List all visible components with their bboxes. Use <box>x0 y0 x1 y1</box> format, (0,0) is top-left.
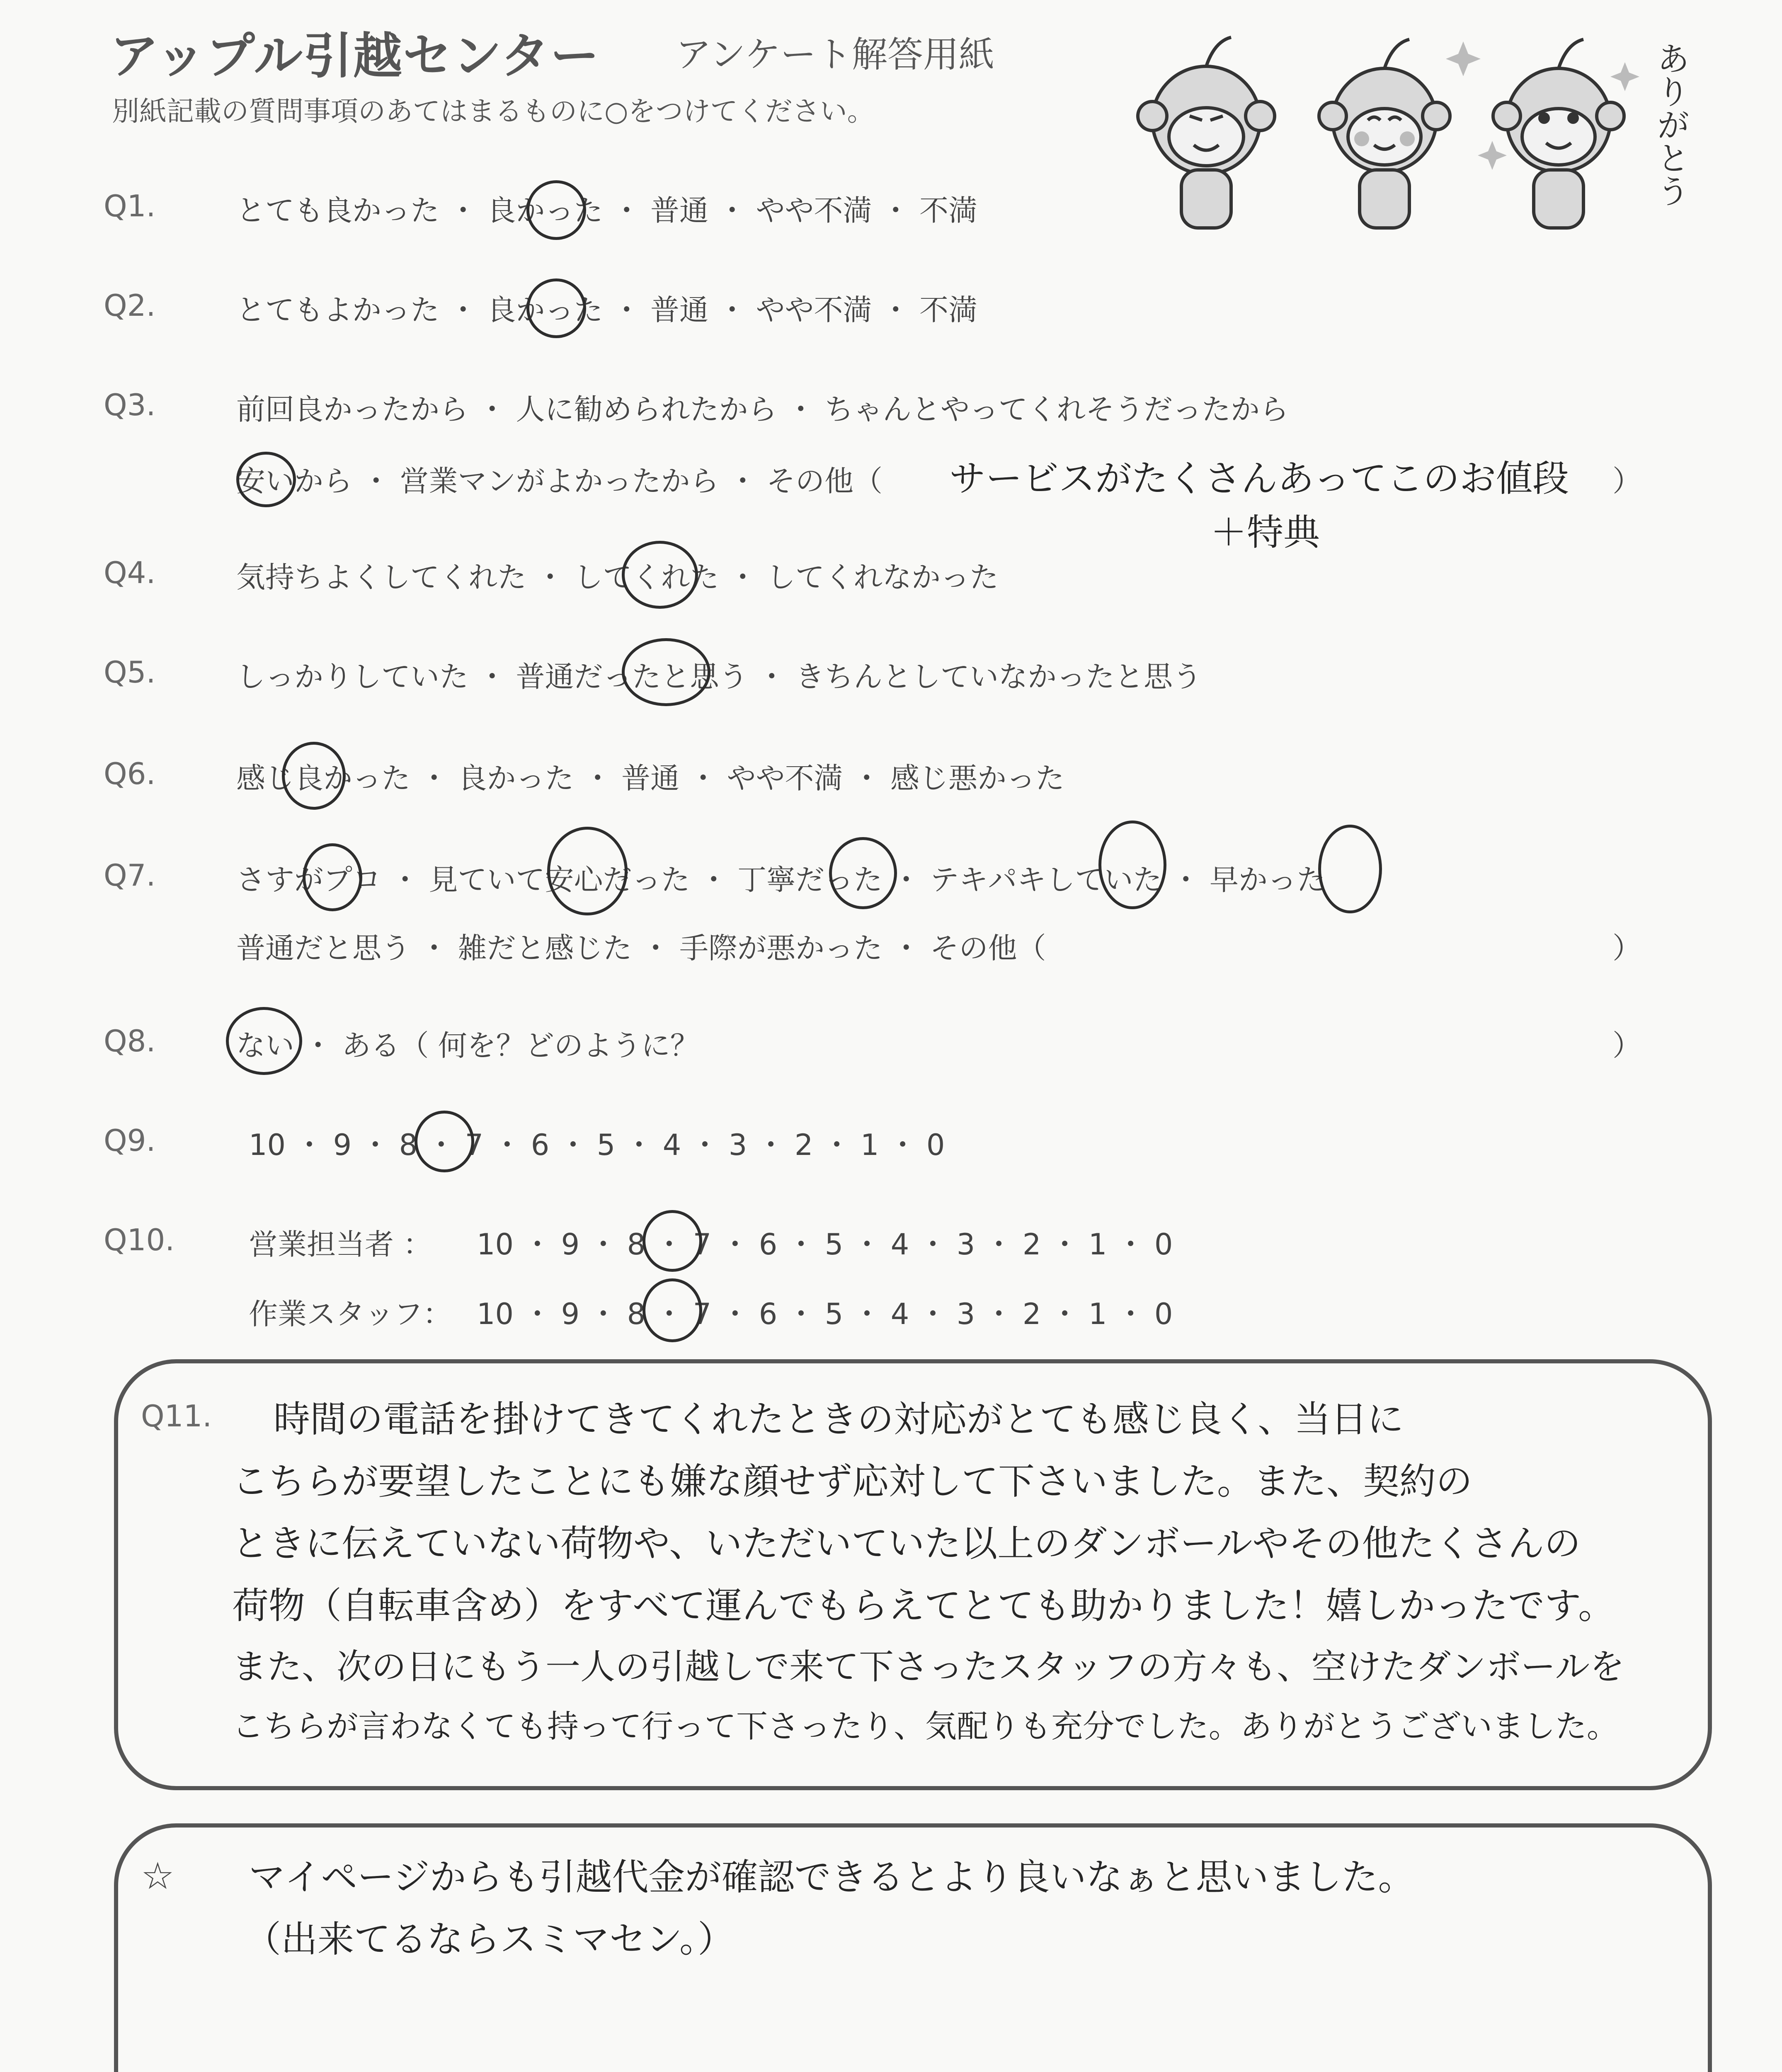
monkey-mascot-2 <box>1319 39 1450 228</box>
q3-options-line2: 安いから ・ 営業マンがよかったから ・ その他（ <box>236 464 883 498</box>
instruction-text: 別紙記載の質問事項のあてはまるものに○をつけてください。 <box>112 95 875 127</box>
q7-selection-circle-2 <box>547 827 628 915</box>
additional-comment-line-2: （出来てるならスミマセン。） <box>245 1918 734 1961</box>
q7-selection-circle-4 <box>1098 821 1166 909</box>
q10-staff-label: 作業スタッフ： <box>249 1297 452 1331</box>
q7-selection-circle-3 <box>829 837 897 909</box>
q1-number: Q1. <box>104 189 156 223</box>
form-subtitle: アンケート解答用紙 <box>676 34 994 75</box>
star-icon: ☆ <box>141 1854 175 1898</box>
q5-number: Q5. <box>104 655 156 690</box>
q10-staff-scale: 10 ・ 9 ・ 8 ・ 7 ・ 6 ・ 5 ・ 4 ・ 3 ・ 2 ・ 1 ・ 0 <box>477 1297 1173 1331</box>
q11-line-1: 時間の電話を掛けてきてくれたときの対応がとても感じ良く、当日に <box>274 1398 1404 1440</box>
q3-selection-circle <box>236 452 296 507</box>
q6-number: Q6. <box>104 756 156 791</box>
monkey-mascot-3 <box>1493 39 1624 228</box>
q11-number: Q11. <box>141 1399 212 1433</box>
q7-selection-circle-5 <box>1318 825 1382 913</box>
q2-number: Q2. <box>104 288 156 323</box>
monkey-mascot-1 <box>1138 37 1275 228</box>
q1-selection-circle <box>526 180 586 240</box>
q11-line-6: こちらが言わなくても持って行って下さったり、気配りも充分でした。ありがとうございました。 <box>232 1708 1618 1745</box>
q9-scale: 10 ・ 9 ・ 8 ・ 7 ・ 6 ・ 5 ・ 4 ・ 3 ・ 2 ・ 1 ・ 0 <box>249 1128 945 1162</box>
q6-options: 感じ良かった ・ 良かった ・ 普通 ・ やや不満 ・ 感じ悪かった <box>236 761 1065 795</box>
q3-options-line1: 前回良かったから ・ 人に勧められたから ・ ちゃんとやってくれそうだったから <box>236 392 1289 426</box>
q10-number: Q10. <box>104 1222 175 1257</box>
additional-comment-line-1: マイページからも引越代金が確認できるとより良いなぁと思いました。 <box>249 1856 1415 1898</box>
q4-number: Q4. <box>104 555 156 590</box>
q8-number: Q8. <box>104 1024 156 1058</box>
q9-number: Q9. <box>104 1123 156 1158</box>
q5-options: しっかりしていた ・ 普通だったと思う ・ きちんとしていなかったと思う <box>236 660 1202 694</box>
q8-options: ない ・ ある（ 何を？どのように？ <box>236 1029 699 1063</box>
q9-selection-circle <box>415 1111 474 1172</box>
q10-sales-selection-circle <box>642 1210 702 1272</box>
q2-selection-circle <box>526 278 586 338</box>
q11-line-2: こちらが要望したことにも嫌な顔せず応対して下さいました。また、契約の <box>232 1460 1473 1503</box>
q7-options-line2: 普通だと思う ・ 雑だと感じた ・ 手際が悪かった ・ その他（ <box>236 931 1046 965</box>
q11-line-3: ときに伝えていない荷物や、いただいていた以上のダンボールやその他たくさんの <box>232 1522 1581 1565</box>
q11-line-4: 荷物（自転車含め）をすべて運んでもらえてとても助かりました！嬉しかったです。 <box>232 1584 1615 1627</box>
q10-sales-scale: 10 ・ 9 ・ 8 ・ 7 ・ 6 ・ 5 ・ 4 ・ 3 ・ 2 ・ 1 ・ 0 <box>477 1227 1173 1261</box>
q3-close-paren: ） <box>1612 464 1641 498</box>
q7-number: Q7. <box>104 858 156 893</box>
q7-close-paren: ） <box>1612 931 1641 965</box>
q10-staff-selection-circle <box>642 1278 702 1342</box>
q11-line-5: また、次の日にもう一人の引越しで来て下さったスタッフの方々も、空けたダンボールを <box>232 1646 1625 1687</box>
q3-number: Q3. <box>104 387 156 422</box>
thanks-text: ありがとう <box>1651 41 1690 207</box>
monkey-mascots-illustration <box>1136 17 1724 232</box>
q2-options: とてもよかった ・ 良かった ・ 普通 ・ やや不満 ・ 不満 <box>236 293 978 327</box>
q7-options-line1: さすがプロ ・ 見ていて安心だった ・ 丁寧だった ・ テキパキしていた ・ 早かった <box>236 863 1326 897</box>
q8-close-paren: ） <box>1612 1029 1641 1063</box>
q6-selection-circle <box>282 742 346 810</box>
q4-options: 気持ちよくしてくれた ・ してくれた ・ してくれなかった <box>236 560 999 594</box>
q1-options: とても良かった ・ 良かった ・ 普通 ・ やや不満 ・ 不満 <box>236 194 978 228</box>
q10-sales-label: 営業担当者 ： <box>249 1227 432 1261</box>
company-title: アップル引越センター <box>110 27 600 85</box>
q5-selection-circle <box>622 638 710 706</box>
q7-selection-circle-1 <box>303 843 362 911</box>
q4-selection-circle <box>622 541 698 609</box>
q3-other-handwritten: サービスがたくさんあってこのお値段 <box>949 457 1569 500</box>
q8-selection-circle <box>226 1007 302 1075</box>
q3-other-handwritten-2: ＋特典 <box>1210 511 1320 554</box>
